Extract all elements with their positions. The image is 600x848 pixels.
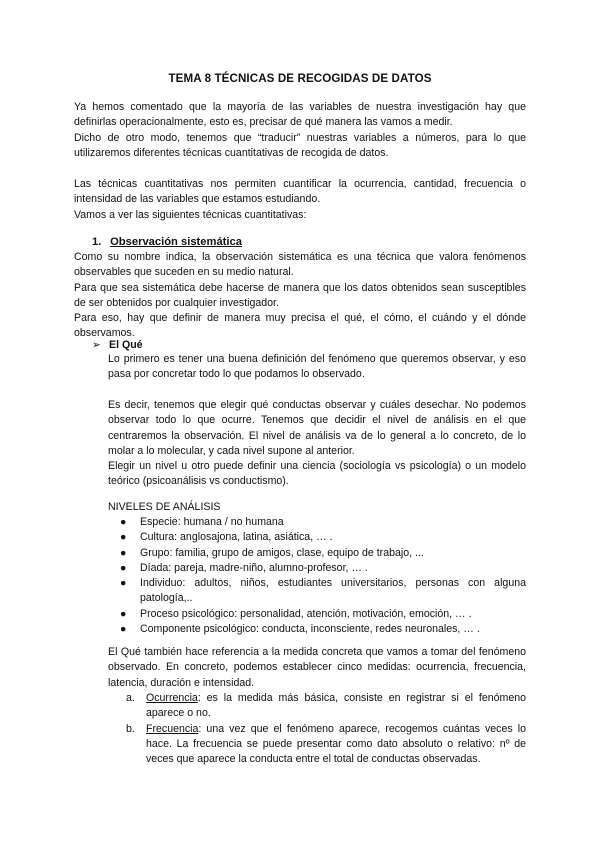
list-item-text: Proceso psicológico: personalidad, atención, motivación, emoción, … . bbox=[140, 607, 472, 620]
intro-paragraph-2: Dicho de otro modo, tenemos que “traducir” nuestras variables a números, para lo que utilizaremos diferentes técnicas cuantitativas de recogida de datos. bbox=[74, 131, 526, 159]
subsection-heading bbox=[92, 339, 143, 351]
intro2-paragraph-1: Las técnicas cuantitativas nos permiten cuantificar la ocurrencia, cantidad, frecuencia o intensidad de las variables que estamos estudiando. bbox=[74, 178, 526, 206]
levels-heading: NIVELES DE ANÁLISIS bbox=[108, 501, 221, 513]
list-item bbox=[108, 607, 526, 622]
section-1-paragraph-1: Como su nombre indica, la observación sistemática es una técnica que valora fenómenos observables que suceden en su medio natural. bbox=[74, 251, 526, 279]
measure-label: b. bbox=[126, 722, 135, 735]
section-1-title: Observación sistemática bbox=[110, 236, 242, 248]
section-1-body bbox=[74, 250, 526, 342]
measure-text: : una vez que el fenómeno aparece, recogemos cuántas veces lo hace. La frecuencia se puede presentar como dato absoluto o relativo: nº de veces que aparece la conducta entre el total de conductas observadas. bbox=[146, 722, 526, 766]
intro-block bbox=[74, 100, 526, 161]
section-1-heading bbox=[92, 236, 242, 248]
subsection-paragraph-2-block bbox=[108, 398, 526, 490]
list-item bbox=[108, 622, 526, 637]
document-title: TEMA 8 TÉCNICAS DE RECOGIDAS DE DATOS bbox=[168, 72, 432, 85]
list-item-text: Cultura: anglosajona, latina, asiática, … . bbox=[140, 531, 333, 544]
list-item-text: Especie: humana / no humana bbox=[140, 516, 284, 528]
measure-term: Ocurrencia bbox=[146, 692, 198, 704]
subsection-paragraph-3: Elegir un nivel u otro puede definir una ciencia (sociología vs psicología) o un modelo teórico (psicoanálisis vs conductismo). bbox=[108, 460, 526, 488]
bullet-icon: ● bbox=[120, 516, 127, 528]
bullet-icon: ● bbox=[120, 546, 127, 559]
section-1-number: 1. bbox=[92, 236, 102, 248]
bullet-icon: ● bbox=[120, 623, 127, 636]
bullet-icon: ● bbox=[120, 531, 127, 544]
bullet-icon: ● bbox=[120, 577, 127, 590]
list-item-text: Grupo: familia, grupo de amigos, clase, equipo de trabajo, ... bbox=[140, 546, 424, 559]
intro2-paragraph-2: Vamos a ver las siguientes técnicas cuantitativas: bbox=[74, 208, 307, 221]
list-item-text: Componente psicológico: conducta, inconsciente, redes neuronales, … . bbox=[140, 623, 480, 636]
measure-text: : es la medida más básica, consiste en registrar si el fenómeno aparece o no. bbox=[146, 692, 526, 720]
list-item bbox=[108, 530, 526, 545]
section-1-paragraph-2: Para que sea sistemática debe hacerse de manera que los datos obtenidos sean susceptibles de ser obtenidos por cualquier investigador. bbox=[74, 281, 526, 309]
bullet-icon: ● bbox=[120, 561, 127, 574]
subsection-paragraph-1: Lo primero es tener una buena definición del fenómeno que queremos observar, y eso pasa por concretar todo lo que podamos lo observado. bbox=[108, 353, 526, 381]
list-item bbox=[108, 561, 526, 576]
measure-item bbox=[108, 722, 526, 768]
measures-list bbox=[108, 691, 526, 767]
subsection-title: El Qué bbox=[109, 339, 143, 351]
arrow-bullet-icon: ➢ bbox=[92, 339, 101, 351]
subsection-paragraph-2: Es decir, tenemos que elegir qué conductas observar y cuáles desechar. No podemos observar todo lo que ocurre. Tenemos que decidir el nivel de análisis en el que centraremos la observación. El nivel de análisis va de lo general a lo concreto, de lo molar a lo molecular, y cada nivel supone al anterior. bbox=[108, 399, 526, 457]
list-item bbox=[108, 515, 526, 530]
list-item-text: Individuo: adultos, niños, estudiantes universitarios, personas con alguna patología,.. bbox=[140, 577, 526, 605]
intro-paragraph-1: Ya hemos comentado que la mayoría de las variables de nuestra investigación hay que definirlas operacionalmente, esto es, precisar de qué manera las vamos a medir. bbox=[74, 101, 526, 129]
intro2-block bbox=[74, 177, 526, 223]
section-1-paragraph-3: Para eso, hay que definir de manera muy precisa el qué, el cómo, el cuándo y el dónde observamos. bbox=[74, 312, 526, 340]
measure-label: a. bbox=[126, 692, 135, 704]
measure-term: Frecuencia bbox=[146, 722, 199, 735]
list-item bbox=[108, 576, 526, 607]
measure-item bbox=[108, 691, 526, 722]
measures-intro: El Qué también hace referencia a la medida concreta que vamos a tomar del fenómeno observado. En concreto, podemos establecer cinco medidas: ocurrencia, frecuencia, latencia, duración e intensidad. bbox=[108, 646, 526, 689]
list-item-text: Díada: pareja, madre-niño, alumno-profesor, … . bbox=[140, 561, 368, 574]
list-item bbox=[108, 546, 526, 561]
bullet-icon: ● bbox=[120, 607, 127, 620]
levels-list bbox=[108, 515, 526, 637]
